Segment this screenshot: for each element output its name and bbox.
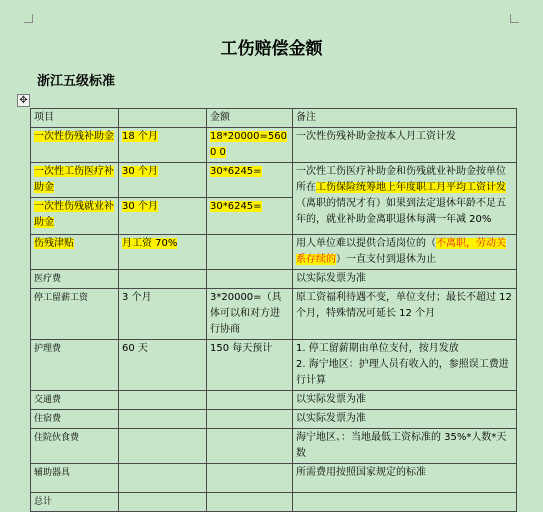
table-row bbox=[31, 464, 517, 493]
item-cell bbox=[31, 198, 119, 235]
note-cell: 以实际发票为准 bbox=[293, 410, 517, 429]
table-row bbox=[31, 128, 517, 163]
item-cell bbox=[31, 163, 119, 198]
header-cell: 项目 bbox=[31, 109, 119, 128]
period-cell: 3 个月 bbox=[119, 289, 207, 340]
amount-value: 30*6245= bbox=[210, 201, 262, 212]
margin-corner-mark bbox=[24, 14, 33, 23]
item-cell: 住院伙食费 bbox=[31, 429, 119, 464]
amount-cell bbox=[207, 493, 293, 512]
note-text: ）一直支付到退休为止 bbox=[336, 254, 436, 265]
amount-cell: 3*20000=（具体可以和对方进行协商 bbox=[207, 289, 293, 340]
amount-cell bbox=[207, 163, 293, 198]
period-cell: 60 天 bbox=[119, 340, 207, 391]
item-cell: 护理费 bbox=[31, 340, 119, 391]
item-cell: 交通费 bbox=[31, 391, 119, 410]
compensation-table bbox=[30, 108, 517, 512]
table-row bbox=[31, 429, 517, 464]
period-cell bbox=[119, 235, 207, 270]
table-row bbox=[31, 340, 517, 391]
note-highlight: 不离职，劳动关系存续的 bbox=[296, 238, 506, 265]
amount-cell bbox=[207, 391, 293, 410]
document-subtitle: 浙江五级标准 bbox=[37, 74, 116, 89]
table-header-row bbox=[31, 109, 517, 128]
note-line: 2. 海宁地区：护理人员有收入的，参照误工费进行计算 bbox=[296, 359, 509, 386]
move-icon[interactable]: ✥ bbox=[17, 94, 30, 107]
period-cell bbox=[119, 493, 207, 512]
header-cell: 金额 bbox=[207, 109, 293, 128]
item-label: 伤残津贴 bbox=[34, 238, 74, 249]
period-value: 30 个月 bbox=[122, 201, 158, 212]
table-row bbox=[31, 270, 517, 289]
period-cell bbox=[119, 163, 207, 198]
amount-cell bbox=[207, 429, 293, 464]
item-label: 一次性工伤医疗补助金 bbox=[34, 166, 114, 193]
table-row bbox=[31, 493, 517, 512]
note-cell: 所需费用按照国家规定的标准 bbox=[293, 464, 517, 493]
item-label: 一次性伤残就业补助金 bbox=[34, 201, 114, 228]
amount-cell bbox=[207, 410, 293, 429]
amount-cell bbox=[207, 464, 293, 493]
note-cell: 海宁地区、：当地最低工资标准的 35%*人数*天数 bbox=[293, 429, 517, 464]
table-row bbox=[31, 163, 517, 198]
item-cell: 辅助器具 bbox=[31, 464, 119, 493]
amount-cell bbox=[207, 128, 293, 163]
item-cell: 总计 bbox=[31, 493, 119, 512]
period-cell bbox=[119, 270, 207, 289]
item-cell: 住宿费 bbox=[31, 410, 119, 429]
note-cell bbox=[293, 340, 517, 391]
note-text: （离职的情况才有）如果到法定退休年龄不足五年的，就业补助金离职退休每满一年减 20% bbox=[296, 198, 506, 225]
item-label: 一次性伤残补助金 bbox=[34, 131, 114, 142]
period-cell bbox=[119, 429, 207, 464]
margin-corner-mark bbox=[510, 14, 519, 23]
note-cell: 原工资福利待遇不变，单位支付；最长不超过 12 个月，特殊情况可延长 12 个月 bbox=[293, 289, 517, 340]
period-cell bbox=[119, 391, 207, 410]
item-cell bbox=[31, 235, 119, 270]
item-cell bbox=[31, 128, 119, 163]
table-row bbox=[31, 391, 517, 410]
amount-value: 30*6245= bbox=[210, 166, 262, 177]
header-cell: 备注 bbox=[293, 109, 517, 128]
item-cell: 停工留薪工资 bbox=[31, 289, 119, 340]
amount-cell bbox=[207, 198, 293, 235]
note-cell: 以实际发票为准 bbox=[293, 391, 517, 410]
amount-cell bbox=[207, 235, 293, 270]
document-title: 工伤赔偿金额 bbox=[220, 39, 323, 59]
period-cell bbox=[119, 128, 207, 163]
period-cell bbox=[119, 198, 207, 235]
amount-value: 18*20000=5600 0 bbox=[210, 131, 288, 158]
period-value: 18 个月 bbox=[122, 131, 158, 142]
table-row bbox=[31, 410, 517, 429]
note-line: 1. 停工留薪期由单位支付，按月发放 bbox=[296, 343, 459, 354]
note-text: 一次性工伤医疗补助金和伤残就业补助金按单位所在 bbox=[296, 166, 506, 193]
note-highlight: 工伤保险统筹地上年度职工月平均工资计发 bbox=[316, 182, 506, 193]
period-cell bbox=[119, 410, 207, 429]
note-cell bbox=[293, 235, 517, 270]
header-cell bbox=[119, 109, 207, 128]
note-cell: 一次性伤残补助金按本人月工资计发 bbox=[293, 128, 517, 163]
period-value: 30 个月 bbox=[122, 166, 158, 177]
table-row bbox=[31, 235, 517, 270]
note-cell bbox=[293, 493, 517, 512]
note-text: 用人单位难以提供合适岗位的（ bbox=[296, 238, 436, 249]
table-row bbox=[31, 289, 517, 340]
item-cell: 医疗费 bbox=[31, 270, 119, 289]
amount-cell: 150 每天预计 bbox=[207, 340, 293, 391]
amount-cell bbox=[207, 270, 293, 289]
note-cell: 以实际发票为准 bbox=[293, 270, 517, 289]
note-cell bbox=[293, 163, 517, 235]
period-cell bbox=[119, 464, 207, 493]
period-value: 月工资 70% bbox=[122, 238, 178, 249]
